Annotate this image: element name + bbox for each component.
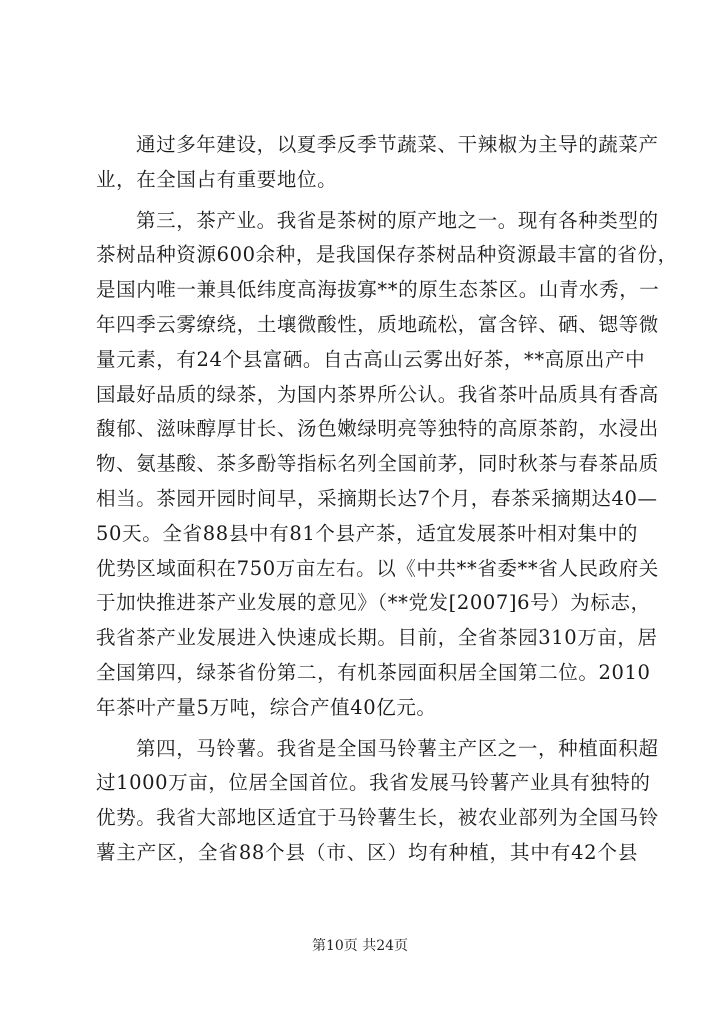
text-line: 我省茶产业发展进入快速成长期。目前，全省茶园310万亩，居 (96, 626, 658, 650)
paragraph (96, 128, 659, 198)
page-footer (0, 936, 720, 956)
text-line: 业，在全国占有重要地位。 (96, 167, 338, 191)
text-line: 国最好品质的绿茶，为国内茶界所公认。我省茶叶品质具有香高 (96, 382, 659, 406)
document-body (96, 128, 678, 871)
text-line: 50天。全省88县中有81个县产茶，适宜发展茶叶相对集中的 (96, 521, 638, 545)
text-line: 优势区域面积在750万亩左右。以《中共**省委**省人民政府关 (96, 556, 659, 580)
page-number-label: 第10页 共24页 (311, 938, 409, 954)
text-line: 优势。我省大部地区适宜于马铃薯生长，被农业部列为全国马铃 (96, 806, 659, 830)
text-line: 年茶叶产量5万吨，综合产值40亿元。 (96, 695, 437, 719)
paragraph (96, 204, 678, 726)
text-line: 茶树品种资源600余种，是我国保存茶树品种资源最丰富的省份， (96, 243, 678, 267)
text-line: 馥郁、滋味醇厚甘长、汤色嫩绿明亮等独特的高原茶韵，水浸出 (96, 417, 659, 441)
text-line: 于加快推进茶产业发展的意见》（**党发[2007]6号）为标志， (96, 591, 651, 615)
text-line: 量元素，有24个县富硒。自古高山云雾出好茶，**高原出产中 (96, 347, 646, 371)
text-line: 全国第四，绿茶省份第二，有机茶园面积居全国第二位。2010 (96, 660, 651, 684)
text-line: 第四，马铃薯。我省是全国马铃薯主产区之一，种植面积超 (136, 736, 659, 760)
text-line: 过1000万亩，位居全国首位。我省发展马铃薯产业具有独特的 (96, 771, 651, 795)
paragraph (96, 732, 659, 871)
text-line: 通过多年建设，以夏季反季节蔬菜、干辣椒为主导的蔬菜产 (136, 133, 659, 156)
text-line: 相当。茶园开园时间早，采摘期长达7个月，春茶采摘期达40— (96, 486, 658, 510)
text-line: 年四季云雾缭绕，土壤微酸性，质地疏松，富含锌、硒、锶等微 (96, 312, 659, 336)
text-line: 物、氨基酸、茶多酚等指标名列全国前茅，同时秋茶与春茶品质 (96, 452, 659, 476)
text-line: 薯主产区，全省88个县（市、区）均有种植，其中有42个县 (96, 840, 638, 864)
text-line: 是国内唯一兼具低纬度高海拔寡**的原生态茶区。山青水秀，一 (96, 278, 660, 302)
text-line: 第三，茶产业。我省是茶树的原产地之一。现有各种类型的 (136, 208, 659, 232)
